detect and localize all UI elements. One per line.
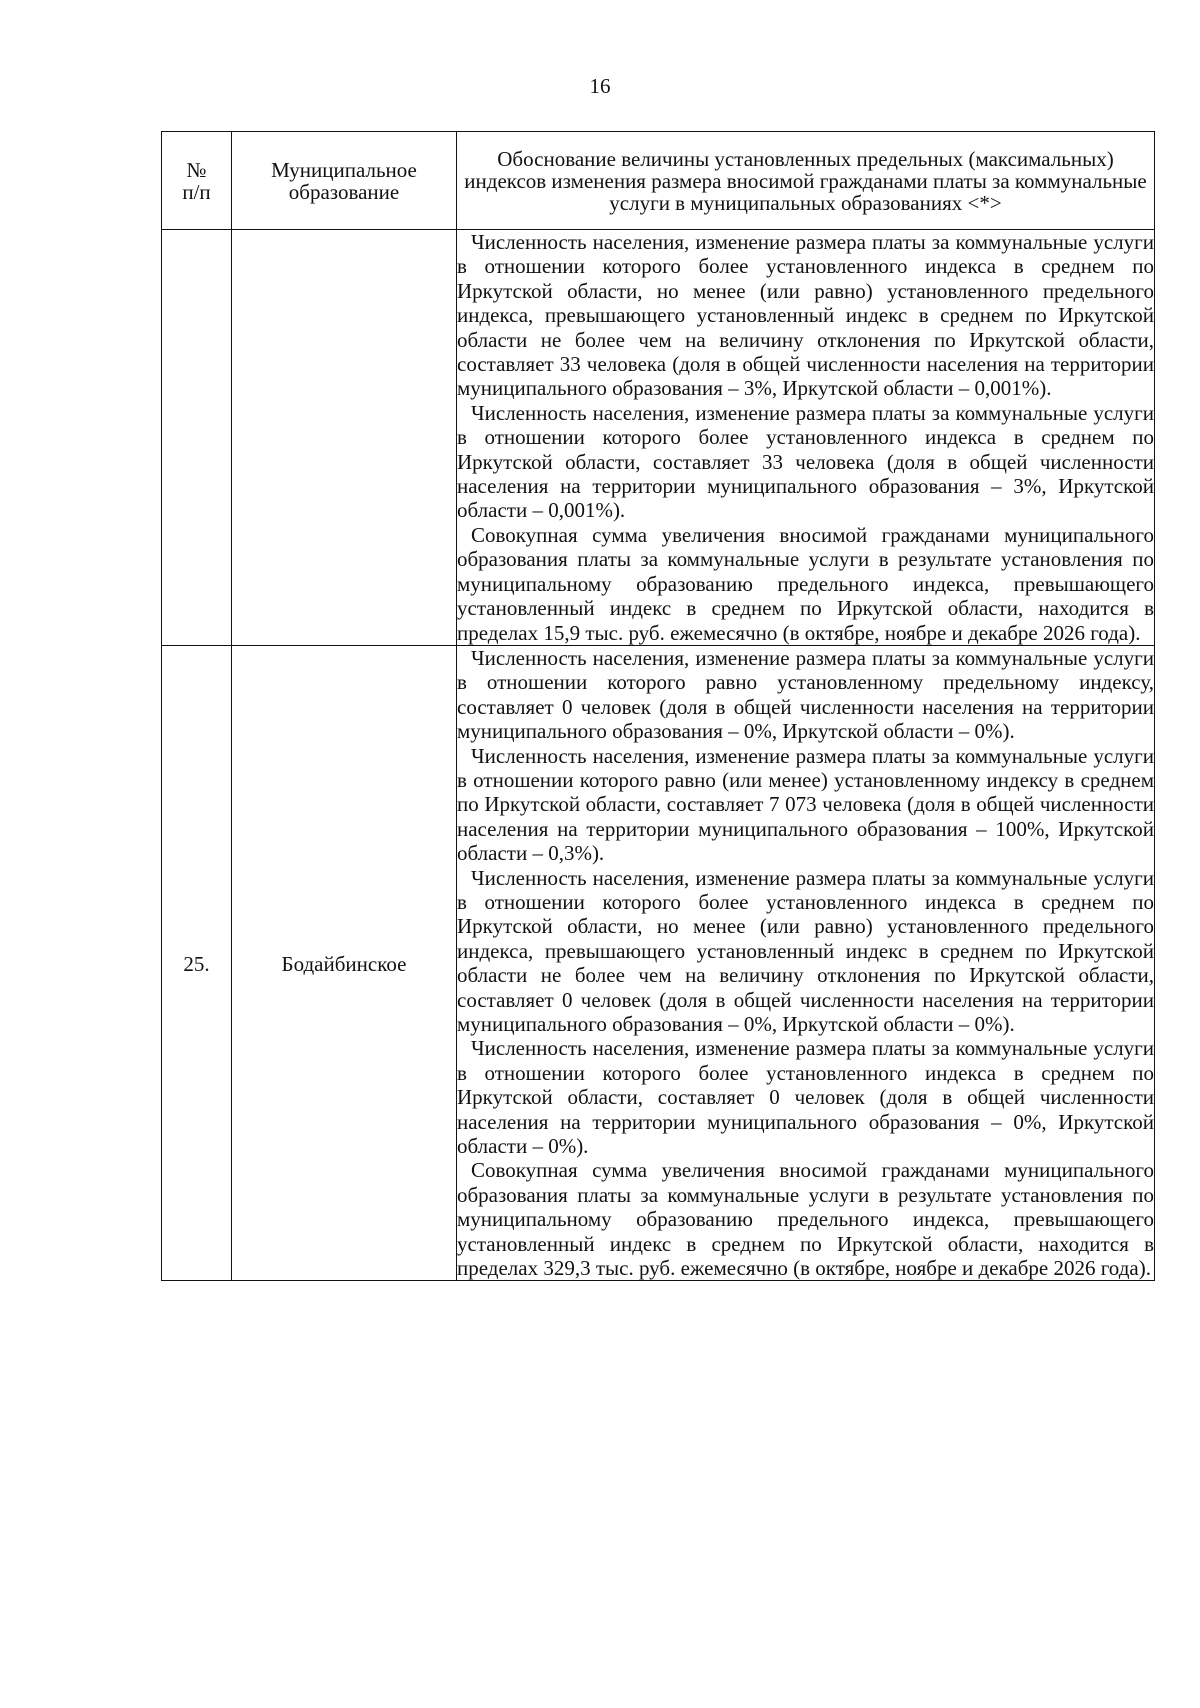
row-municipality-cell: [232, 230, 457, 646]
header-justification: [457, 132, 1155, 230]
row-num-cell: [162, 230, 232, 646]
justification-paragraph: Численность населения, изменение размера платы за коммунальные услуги в отношении которого равно (или менее) установленному индексу в среднем по Иркутской области, составляет 7 073 человека (доля в общей численности населения на территории муниципального образования – 100%, Иркутской области – 0,3%).: [457, 743, 1154, 866]
row-num: 25.: [183, 951, 210, 976]
header-num-text: № п/п: [182, 157, 211, 204]
row-num-cell: [162, 645, 232, 1281]
header-municipality: [232, 132, 457, 230]
justification-paragraph: Численность населения, изменение размера платы за коммунальные услуги в отношении которого более установленного индекса в среднем по Иркутской области, составляет 0 человек (доля в общей численности населения на территории муниципального образования – 0%, Иркутской области – 0%).: [457, 1036, 1154, 1159]
justification-table: [161, 131, 1155, 1281]
table-row: [162, 645, 1155, 1281]
row-municipality-cell: [232, 645, 457, 1281]
justification-paragraph: Численность населения, изменение размера платы за коммунальные услуги в отношении которого более установленного индекса в среднем по Иркутской области, но менее (или равно) установленного предельного индекса, превышающего установленный индекс в среднем по Иркутской области не более чем на величину отклонения по Иркутской области, составляет 33 человека (доля в общей численности населения на территории муниципального образования – 3%, Иркутской области – 0,001%).: [457, 230, 1154, 401]
row-justification-cell: [457, 230, 1155, 646]
justification-paragraph: Численность населения, изменение размера платы за коммунальные услуги в отношении которого более установленного индекса в среднем по Иркутской области, составляет 33 человека (доля в общей численности населения на территории муниципального образования – 3%, Иркутской области – 0,001%).: [457, 400, 1154, 523]
row-justification-cell: [457, 645, 1155, 1281]
table-header-row: [162, 132, 1155, 230]
justification-paragraph: Численность населения, изменение размера платы за коммунальные услуги в отношении которого равно установленному предельному индексу, составляет 0 человек (доля в общей численности населения на территории муниципального образования – 0%, Иркутской области – 0%).: [457, 645, 1154, 744]
row-municipality: Бодайбинское: [281, 951, 407, 976]
justification-paragraph: Численность населения, изменение размера платы за коммунальные услуги в отношении которого более установленного индекса в среднем по Иркутской области, но менее (или равно) установленного предельного индекса, превышающего установленный индекс в среднем по Иркутской области не более чем на величину отклонения по Иркутской области, составляет 0 человек (доля в общей численности населения на территории муниципального образования – 0%, Иркутской области – 0%).: [457, 865, 1154, 1036]
header-justification-text: Обоснование величины установленных предельных (максимальных) индексов изменения размера вносимой гражданами платы за коммунальные услуги в муниципальных образованиях <*>: [464, 146, 1147, 215]
justification-paragraph: Совокупная сумма увеличения вносимой гражданами муниципального образования платы за коммунальные услуги в результате установления по муниципальному образованию предельного индекса, превышающего установленный индекс в среднем по Иркутской области, находится в пределах 15,9 тыс. руб. ежемесячно (в октябре, ноябре и декабре 2026 года).: [457, 522, 1154, 645]
justification-paragraph: Совокупная сумма увеличения вносимой гражданами муниципального образования платы за коммунальные услуги в результате установления по муниципальному образованию предельного индекса, превышающего установленный индекс в среднем по Иркутской области, находится в пределах 329,3 тыс. руб. ежемесячно (в октябре, ноябре и декабре 2026 года).: [457, 1158, 1154, 1281]
table-row: [162, 230, 1155, 646]
page-number: 16: [589, 74, 611, 98]
header-municipality-text: Муниципальное образование: [271, 157, 417, 204]
header-num: [162, 132, 232, 230]
